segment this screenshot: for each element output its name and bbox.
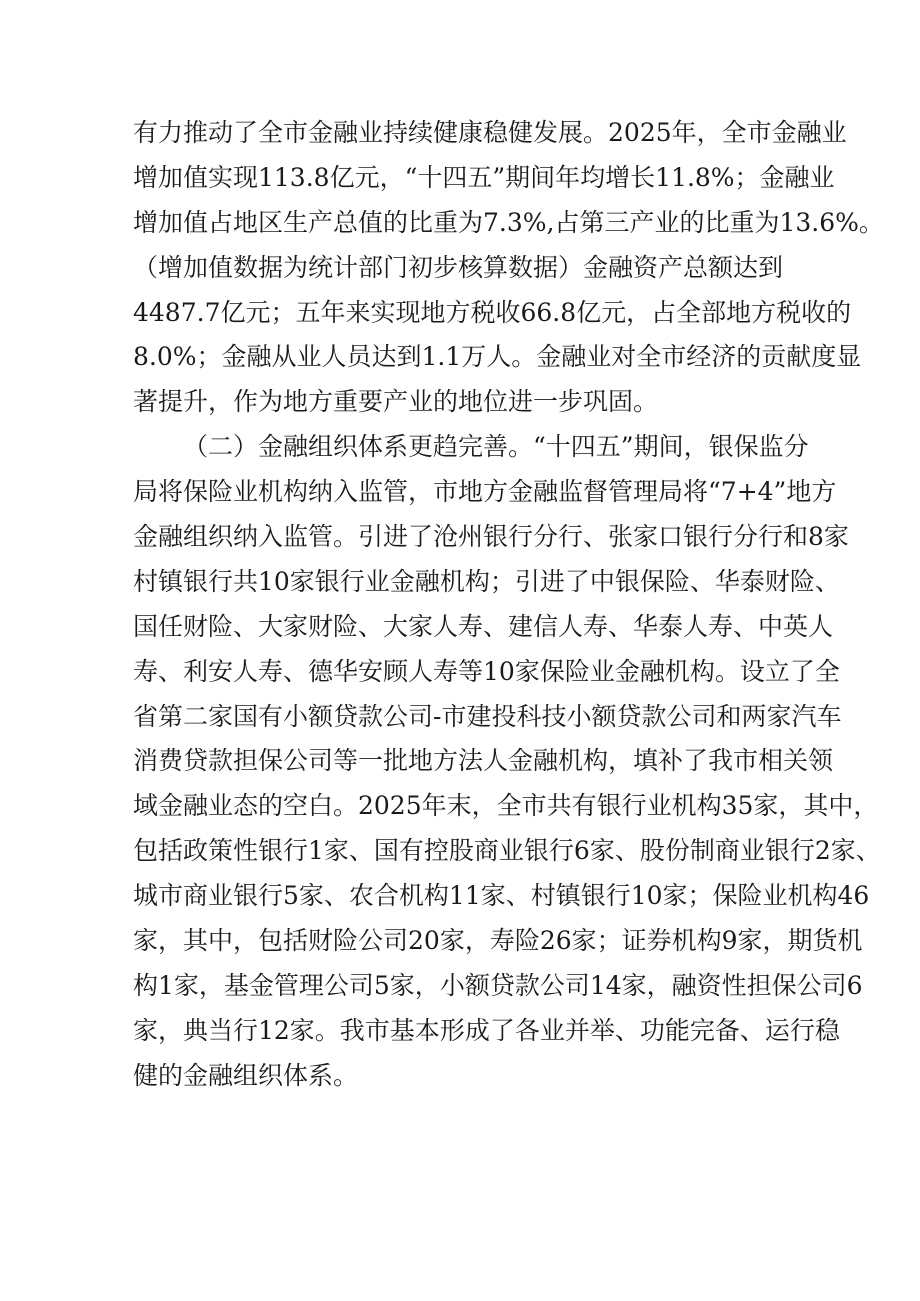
text-line: 健的金融组织体系。 [133,1060,359,1090]
text-line: 构1家，基金管理公司5家，小额贷款公司14家，融资性担保公司6 [133,970,863,1000]
text-line: 著提升，作为地方重要产业的地位进一步巩固。 [133,387,659,417]
text-line: 家，典当行12家。我市基本形成了各业并举、功能完备、运行稳 [133,1015,840,1045]
text-line: 家，其中，包括财险公司20家，寿险26家；证券机构9家，期货机 [133,926,863,956]
text-line: 有力推动了全市金融业持续健康稳健发展。2025年，全市金融业 [133,118,847,147]
text-line: 域金融业态的空白。2025年末，全市共有银行业机构35家，其中， [133,791,879,821]
paragraph-organization-system [133,425,881,1098]
text-line: 增加值占地区生产总值的比重为7.3%,占第三产业的比重为13.6%。 [133,207,884,237]
text-line: 增加值实现113.8亿元，“十四五”期间年均增长11.8%；金融业 [133,162,835,192]
paragraph-financial-growth [133,111,884,425]
text-line: 寿、利安人寿、德华安顾人寿等10家保险业金融机构。设立了全 [133,656,840,686]
text-line: 消费贷款担保公司等一批地方法人金融机构，填补了我市相关领 [133,746,834,776]
text-line-section-heading: （二）金融组织体系更趋完善。“十四五”期间，银保监分 [183,432,809,462]
text-line: 4487.7亿元；五年来实现地方税收66.8亿元，占全部地方税收的 [133,297,852,327]
text-line: 村镇银行共10家银行业金融机构；引进了中银保险、华泰财险、 [133,566,840,596]
text-line: 省第二家国有小额贷款公司-市建投科技小额贷款公司和两家汽车 [133,701,842,731]
document-body [133,111,884,1099]
text-line: 城市商业银行5家、农合机构11家、村镇银行10家；保险业机构46 [133,881,870,911]
text-line: 国任财险、大家财险、大家人寿、建信人寿、华泰人寿、中英人 [133,611,834,641]
text-line: 包括政策性银行1家、国有控股商业银行6家、股份制商业银行2家、 [133,836,881,866]
text-line: （增加值数据为统计部门初步核算数据）金融资产总额达到 [133,252,784,282]
text-line: 金融组织纳入监管。引进了沧州银行分行、张家口银行分行和8家 [133,522,849,552]
text-line: 8.0%；金融从业人员达到1.1万人。金融业对全市经济的贡献度显 [133,342,862,372]
text-line: 局将保险业机构纳入监管，市地方金融监督管理局将“7+4”地方 [133,477,837,507]
